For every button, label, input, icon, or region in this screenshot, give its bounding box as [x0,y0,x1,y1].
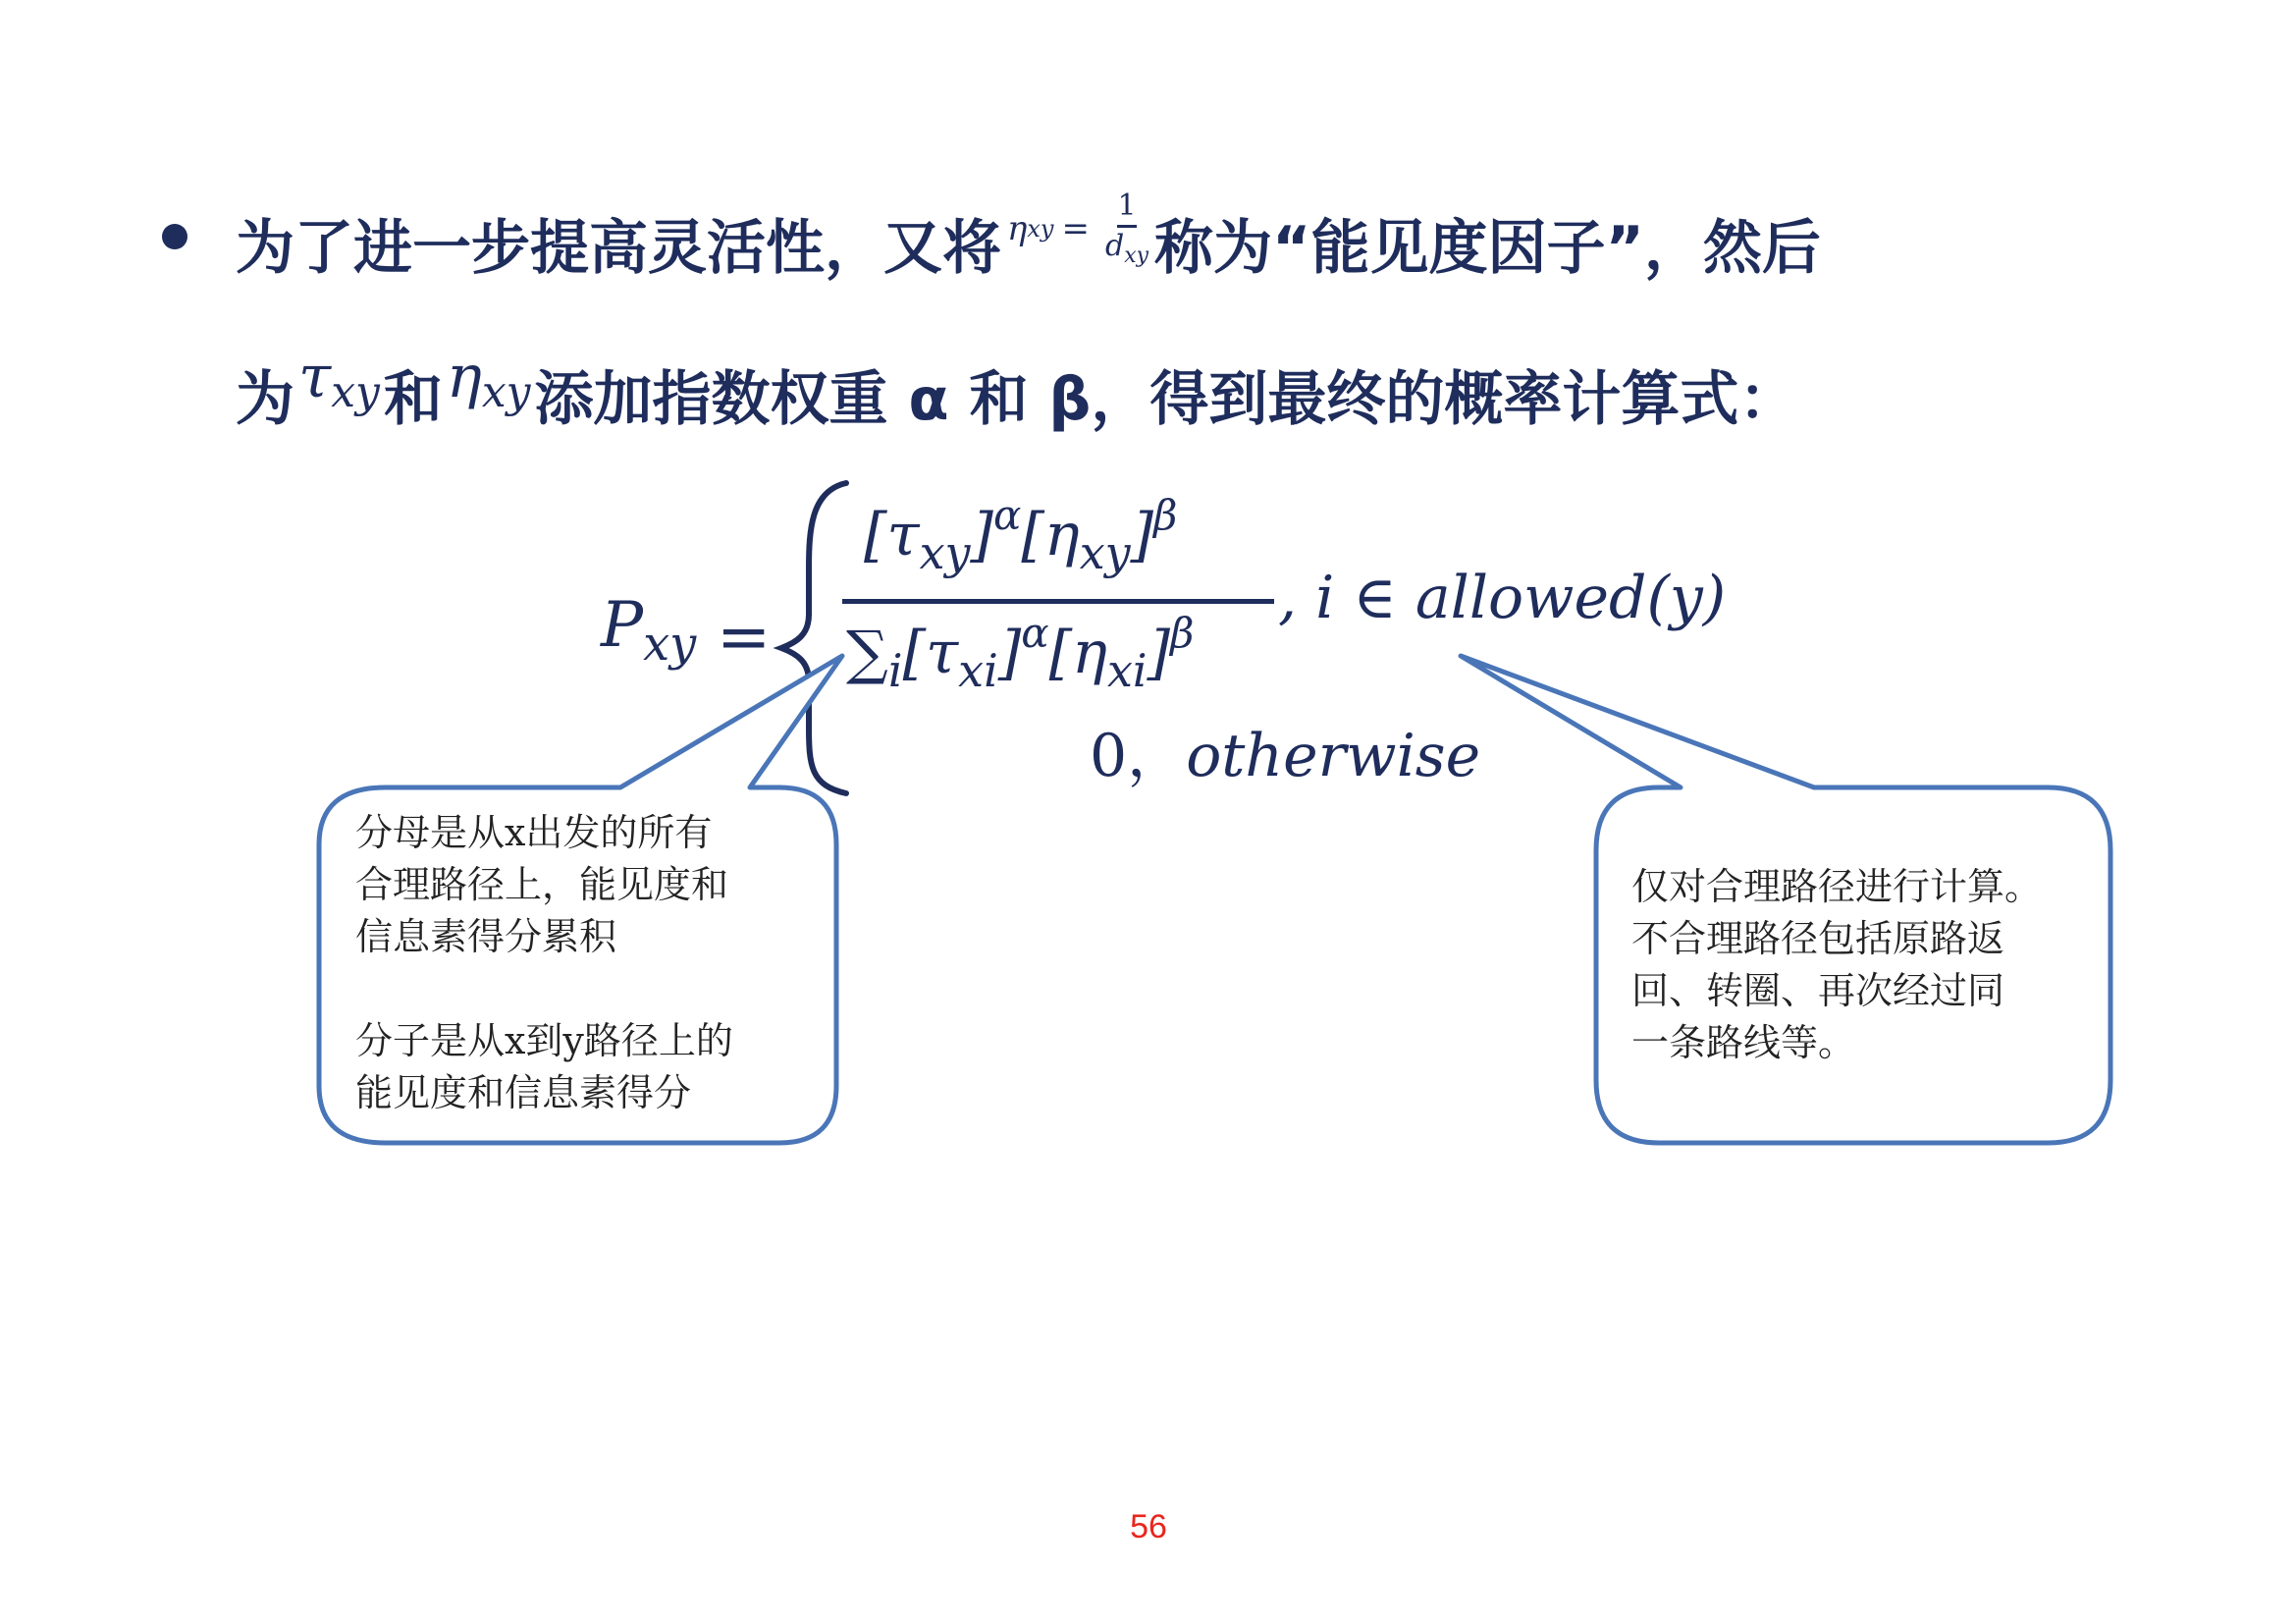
den-tau-sub: xi [958,644,998,697]
num-alpha: α [992,491,1022,539]
eta-subscript-2: xy [481,367,531,417]
fraction-numerator: 1 [1117,191,1136,228]
num-eta: [η [1021,501,1080,569]
p-symbol: P [601,589,644,662]
num-bracket-2: ] [1130,501,1154,569]
sum-symbol: ∑ [846,619,888,687]
den-eta: [η [1048,619,1107,687]
p-subscript: xy [643,617,697,672]
bullet-text-1b: 称为“能见度因子”，然后 [1154,214,1821,283]
formula-condition: , i ∈ allowed(y) [1278,564,1727,632]
callout-left-text: 分母是从x出发的所有 合理路径上，能见度和 信息素得分累积 分子是从x到y路径上的 能见度和信息素得分 [355,811,733,1114]
num-beta: β [1153,491,1178,539]
zero-value: 0， [1090,722,1187,790]
bullet-text-2b: 添加指数权重 α 和 β，得到最终的概率计算式： [534,365,1798,434]
eta-symbol: η [1007,209,1028,248]
bullet-text-2a: 为 [236,365,294,434]
callout-right-text: 仅对合理路径进行计算。 不合理路径包括原路返 回、转圈、再次经过同 一条路线等。 [1631,865,2043,1064]
den-alpha: α [1021,609,1049,657]
equals-sign: = [1061,209,1090,248]
den-bracket-1: ] [997,619,1022,687]
num-tau: [τ [864,501,920,569]
num-bracket-1: ] [970,501,993,569]
tau-symbol: τ [298,343,332,411]
den-beta: β [1170,609,1195,657]
num-tau-sub: xy [919,526,971,579]
sum-sub: i [887,644,903,697]
tau-subscript: xy [331,367,380,417]
formula-equals: = [717,599,772,675]
page-number: 56 [1130,1508,1167,1545]
den-tau: [τ [902,619,959,687]
bullet-text-1a: 为了进一步提高灵活性，又将 [236,214,1001,283]
eta-symbol-2: η [446,343,482,411]
den-eta-sub: xi [1106,644,1148,697]
bullet-text-and: 和 [383,365,443,434]
num-eta-sub: xy [1079,526,1131,579]
eta-subscript: xy [1027,215,1054,243]
d-subscript: xy [1124,243,1149,268]
d-symbol: d [1104,228,1125,263]
den-bracket-2: ] [1147,619,1171,687]
otherwise-word: otherwise [1186,722,1481,790]
